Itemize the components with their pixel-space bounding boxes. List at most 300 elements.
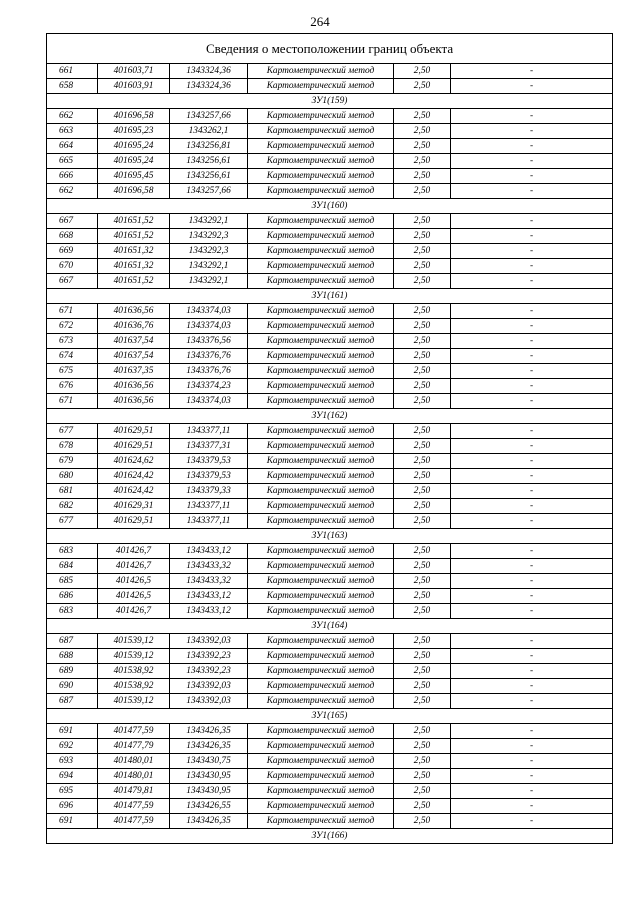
cell-point-id: 694 — [47, 769, 98, 784]
cell-accuracy: 2,50 — [394, 229, 451, 244]
cell-description: - — [451, 604, 613, 619]
cell-accuracy: 2,50 — [394, 559, 451, 574]
cell-coord-x: 401696,58 — [98, 109, 170, 124]
cell-point-id: 674 — [47, 349, 98, 364]
cell-description: - — [451, 664, 613, 679]
cell-accuracy: 2,50 — [394, 169, 451, 184]
cell-accuracy: 2,50 — [394, 319, 451, 334]
table-row — [47, 784, 613, 799]
cell-coord-x: 401637,54 — [98, 349, 170, 364]
cell-coord-y: 1343262,1 — [170, 124, 248, 139]
cell-point-id: 667 — [47, 274, 98, 289]
table-row — [47, 184, 613, 199]
cell-method: Картометрический метод — [248, 154, 394, 169]
page-number: 264 — [310, 14, 330, 29]
table-row — [47, 544, 613, 559]
cell-accuracy: 2,50 — [394, 544, 451, 559]
cell-description: - — [451, 439, 613, 454]
table-row — [47, 604, 613, 619]
cell-method: Картометрический метод — [248, 334, 394, 349]
cell-method: Картометрический метод — [248, 139, 394, 154]
cell-accuracy: 2,50 — [394, 679, 451, 694]
cell-coord-y: 1343392,23 — [170, 664, 248, 679]
table-row — [47, 454, 613, 469]
cell-accuracy: 2,50 — [394, 664, 451, 679]
table-row — [47, 79, 613, 94]
cell-coord-x: 401636,56 — [98, 304, 170, 319]
cell-coord-x: 401629,31 — [98, 499, 170, 514]
cell-description: - — [451, 214, 613, 229]
cell-coord-y: 1343324,36 — [170, 64, 248, 79]
cell-accuracy: 2,50 — [394, 649, 451, 664]
cell-point-id: 687 — [47, 694, 98, 709]
cell-method: Картометрический метод — [248, 484, 394, 499]
cell-method: Картометрический метод — [248, 664, 394, 679]
section-label: ЗУ1(161) — [47, 289, 613, 304]
cell-accuracy: 2,50 — [394, 184, 451, 199]
cell-description: - — [451, 124, 613, 139]
cell-point-id: 693 — [47, 754, 98, 769]
table-row — [47, 394, 613, 409]
cell-coord-y: 1343392,03 — [170, 679, 248, 694]
cell-description: - — [451, 229, 613, 244]
cell-method: Картометрический метод — [248, 169, 394, 184]
table-row — [47, 484, 613, 499]
cell-coord-y: 1343376,76 — [170, 364, 248, 379]
table-row — [47, 379, 613, 394]
cell-coord-y: 1343292,1 — [170, 259, 248, 274]
cell-description: - — [451, 679, 613, 694]
cell-method: Картометрический метод — [248, 694, 394, 709]
cell-accuracy: 2,50 — [394, 364, 451, 379]
cell-accuracy: 2,50 — [394, 469, 451, 484]
table-row — [47, 814, 613, 829]
section-header-row — [47, 709, 613, 724]
cell-method: Картометрический метод — [248, 574, 394, 589]
cell-description: - — [451, 799, 613, 814]
cell-coord-y: 1343379,33 — [170, 484, 248, 499]
cell-point-id: 677 — [47, 424, 98, 439]
table-row — [47, 244, 613, 259]
cell-coord-y: 1343376,76 — [170, 349, 248, 364]
table-row — [47, 439, 613, 454]
cell-point-id: 671 — [47, 394, 98, 409]
cell-coord-x: 401651,32 — [98, 244, 170, 259]
cell-coord-x: 401539,12 — [98, 649, 170, 664]
cell-method: Картометрический метод — [248, 469, 394, 484]
cell-point-id: 669 — [47, 244, 98, 259]
cell-point-id: 691 — [47, 814, 98, 829]
table-row — [47, 634, 613, 649]
cell-method: Картометрический метод — [248, 379, 394, 394]
cell-coord-x: 401651,52 — [98, 229, 170, 244]
cell-coord-x: 401539,12 — [98, 634, 170, 649]
table-row — [47, 574, 613, 589]
table-row — [47, 724, 613, 739]
table-row — [47, 739, 613, 754]
cell-coord-y: 1343379,53 — [170, 469, 248, 484]
cell-method: Картометрический метод — [248, 109, 394, 124]
cell-description: - — [451, 784, 613, 799]
section-header-row — [47, 529, 613, 544]
table-row — [47, 304, 613, 319]
cell-accuracy: 2,50 — [394, 79, 451, 94]
cell-accuracy: 2,50 — [394, 334, 451, 349]
cell-method: Картометрический метод — [248, 754, 394, 769]
cell-point-id: 658 — [47, 79, 98, 94]
cell-description: - — [451, 469, 613, 484]
cell-point-id: 670 — [47, 259, 98, 274]
cell-coord-y: 1343256,61 — [170, 169, 248, 184]
table-row — [47, 274, 613, 289]
section-label: ЗУ1(159) — [47, 94, 613, 109]
cell-coord-x: 401637,54 — [98, 334, 170, 349]
cell-accuracy: 2,50 — [394, 109, 451, 124]
cell-accuracy: 2,50 — [394, 259, 451, 274]
cell-accuracy: 2,50 — [394, 124, 451, 139]
cell-accuracy: 2,50 — [394, 604, 451, 619]
cell-coord-y: 1343426,55 — [170, 799, 248, 814]
table-row — [47, 424, 613, 439]
cell-point-id: 677 — [47, 514, 98, 529]
cell-accuracy: 2,50 — [394, 244, 451, 259]
cell-point-id: 689 — [47, 664, 98, 679]
cell-coord-y: 1343392,03 — [170, 694, 248, 709]
cell-coord-y: 1343377,31 — [170, 439, 248, 454]
cell-point-id: 681 — [47, 484, 98, 499]
section-header-row — [47, 409, 613, 424]
cell-accuracy: 2,50 — [394, 739, 451, 754]
cell-coord-y: 1343377,11 — [170, 424, 248, 439]
cell-accuracy: 2,50 — [394, 214, 451, 229]
cell-accuracy: 2,50 — [394, 304, 451, 319]
cell-description: - — [451, 154, 613, 169]
table-title-row — [47, 34, 613, 64]
cell-coord-x: 401624,42 — [98, 469, 170, 484]
table-row — [47, 589, 613, 604]
cell-coord-x: 401629,51 — [98, 514, 170, 529]
cell-method: Картометрический метод — [248, 679, 394, 694]
cell-description: - — [451, 349, 613, 364]
table-row — [47, 139, 613, 154]
section-label: ЗУ1(166) — [47, 829, 613, 844]
cell-coord-x: 401538,92 — [98, 664, 170, 679]
cell-description: - — [451, 79, 613, 94]
cell-accuracy: 2,50 — [394, 154, 451, 169]
cell-accuracy: 2,50 — [394, 139, 451, 154]
cell-point-id: 664 — [47, 139, 98, 154]
cell-method: Картометрический метод — [248, 454, 394, 469]
table-row — [47, 799, 613, 814]
cell-point-id: 683 — [47, 604, 98, 619]
cell-coord-y: 1343374,23 — [170, 379, 248, 394]
cell-accuracy: 2,50 — [394, 64, 451, 79]
cell-method: Картометрический метод — [248, 259, 394, 274]
cell-point-id: 671 — [47, 304, 98, 319]
cell-coord-x: 401651,52 — [98, 274, 170, 289]
table-row — [47, 259, 613, 274]
section-header-row — [47, 94, 613, 109]
cell-coord-y: 1343379,53 — [170, 454, 248, 469]
cell-coord-y: 1343433,12 — [170, 604, 248, 619]
cell-coord-y: 1343292,1 — [170, 214, 248, 229]
cell-coord-x: 401426,7 — [98, 559, 170, 574]
cell-coord-x: 401629,51 — [98, 439, 170, 454]
section-label: ЗУ1(162) — [47, 409, 613, 424]
cell-point-id: 665 — [47, 154, 98, 169]
cell-method: Картометрический метод — [248, 604, 394, 619]
cell-method: Картометрический метод — [248, 244, 394, 259]
cell-method: Картометрический метод — [248, 649, 394, 664]
cell-description: - — [451, 754, 613, 769]
cell-accuracy: 2,50 — [394, 379, 451, 394]
table-row — [47, 334, 613, 349]
cell-method: Картометрический метод — [248, 229, 394, 244]
cell-coord-x: 401426,5 — [98, 574, 170, 589]
cell-point-id: 661 — [47, 64, 98, 79]
cell-coord-y: 1343377,11 — [170, 499, 248, 514]
cell-coord-y: 1343430,75 — [170, 754, 248, 769]
cell-accuracy: 2,50 — [394, 799, 451, 814]
cell-coord-y: 1343257,66 — [170, 184, 248, 199]
cell-method: Картометрический метод — [248, 394, 394, 409]
cell-method: Картометрический метод — [248, 514, 394, 529]
cell-accuracy: 2,50 — [394, 499, 451, 514]
cell-point-id: 687 — [47, 634, 98, 649]
cell-method: Картометрический метод — [248, 814, 394, 829]
table-row — [47, 499, 613, 514]
cell-accuracy: 2,50 — [394, 454, 451, 469]
table-row — [47, 169, 613, 184]
cell-description: - — [451, 454, 613, 469]
cell-description: - — [451, 109, 613, 124]
cell-coord-y: 1343426,35 — [170, 724, 248, 739]
cell-method: Картометрический метод — [248, 184, 394, 199]
cell-accuracy: 2,50 — [394, 634, 451, 649]
cell-method: Картометрический метод — [248, 499, 394, 514]
cell-coord-y: 1343376,56 — [170, 334, 248, 349]
cell-accuracy: 2,50 — [394, 769, 451, 784]
cell-description: - — [451, 769, 613, 784]
cell-accuracy: 2,50 — [394, 514, 451, 529]
table-row — [47, 64, 613, 79]
cell-point-id: 696 — [47, 799, 98, 814]
cell-point-id: 666 — [47, 169, 98, 184]
cell-method: Картометрический метод — [248, 799, 394, 814]
cell-coord-y: 1343256,81 — [170, 139, 248, 154]
cell-point-id: 684 — [47, 559, 98, 574]
cell-point-id: 662 — [47, 109, 98, 124]
cell-description: - — [451, 634, 613, 649]
cell-coord-x: 401636,56 — [98, 379, 170, 394]
cell-method: Картометрический метод — [248, 304, 394, 319]
cell-coord-y: 1343430,95 — [170, 769, 248, 784]
cell-method: Картометрический метод — [248, 439, 394, 454]
cell-point-id: 667 — [47, 214, 98, 229]
cell-coord-x: 401624,42 — [98, 484, 170, 499]
cell-coord-x: 401477,79 — [98, 739, 170, 754]
cell-method: Картометрический метод — [248, 559, 394, 574]
boundary-coordinates-table — [46, 33, 613, 844]
cell-description: - — [451, 559, 613, 574]
cell-coord-x: 401629,51 — [98, 424, 170, 439]
cell-point-id: 688 — [47, 649, 98, 664]
cell-point-id: 662 — [47, 184, 98, 199]
cell-method: Картометрический метод — [248, 544, 394, 559]
section-header-row — [47, 619, 613, 634]
cell-description: - — [451, 514, 613, 529]
cell-description: - — [451, 739, 613, 754]
section-label: ЗУ1(164) — [47, 619, 613, 634]
cell-accuracy: 2,50 — [394, 484, 451, 499]
cell-coord-y: 1343433,12 — [170, 544, 248, 559]
section-header-row — [47, 199, 613, 214]
section-label: ЗУ1(163) — [47, 529, 613, 544]
cell-accuracy: 2,50 — [394, 349, 451, 364]
cell-method: Картометрический метод — [248, 724, 394, 739]
cell-description: - — [451, 574, 613, 589]
cell-description: - — [451, 394, 613, 409]
cell-coord-y: 1343433,32 — [170, 559, 248, 574]
table-row — [47, 214, 613, 229]
table-row — [47, 124, 613, 139]
cell-coord-y: 1343426,35 — [170, 739, 248, 754]
cell-description: - — [451, 379, 613, 394]
cell-method: Картометрический метод — [248, 79, 394, 94]
cell-coord-y: 1343374,03 — [170, 304, 248, 319]
table-row — [47, 154, 613, 169]
cell-point-id: 692 — [47, 739, 98, 754]
cell-coord-y: 1343433,12 — [170, 589, 248, 604]
cell-description: - — [451, 724, 613, 739]
cell-coord-x: 401695,23 — [98, 124, 170, 139]
cell-method: Картометрический метод — [248, 274, 394, 289]
cell-method: Картометрический метод — [248, 739, 394, 754]
cell-coord-x: 401480,01 — [98, 754, 170, 769]
cell-description: - — [451, 334, 613, 349]
cell-coord-x: 401624,62 — [98, 454, 170, 469]
cell-description: - — [451, 259, 613, 274]
cell-coord-y: 1343292,1 — [170, 274, 248, 289]
cell-point-id: 673 — [47, 334, 98, 349]
cell-point-id: 678 — [47, 439, 98, 454]
cell-description: - — [451, 64, 613, 79]
cell-coord-x: 401636,56 — [98, 394, 170, 409]
cell-coord-y: 1343430,95 — [170, 784, 248, 799]
cell-description: - — [451, 364, 613, 379]
cell-accuracy: 2,50 — [394, 724, 451, 739]
cell-accuracy: 2,50 — [394, 784, 451, 799]
cell-coord-x: 401695,24 — [98, 154, 170, 169]
cell-accuracy: 2,50 — [394, 814, 451, 829]
cell-coord-y: 1343256,61 — [170, 154, 248, 169]
cell-description: - — [451, 694, 613, 709]
cell-description: - — [451, 589, 613, 604]
cell-coord-x: 401479,81 — [98, 784, 170, 799]
section-label: ЗУ1(165) — [47, 709, 613, 724]
cell-description: - — [451, 169, 613, 184]
table-row — [47, 364, 613, 379]
cell-coord-x: 401636,76 — [98, 319, 170, 334]
cell-coord-x: 401426,7 — [98, 544, 170, 559]
cell-description: - — [451, 139, 613, 154]
cell-description: - — [451, 499, 613, 514]
cell-point-id: 675 — [47, 364, 98, 379]
cell-point-id: 695 — [47, 784, 98, 799]
table-row — [47, 514, 613, 529]
cell-point-id: 690 — [47, 679, 98, 694]
cell-description: - — [451, 544, 613, 559]
cell-coord-y: 1343257,66 — [170, 109, 248, 124]
cell-description: - — [451, 184, 613, 199]
cell-accuracy: 2,50 — [394, 274, 451, 289]
cell-coord-x: 401695,45 — [98, 169, 170, 184]
cell-description: - — [451, 304, 613, 319]
cell-point-id: 672 — [47, 319, 98, 334]
cell-coord-y: 1343374,03 — [170, 319, 248, 334]
cell-method: Картометрический метод — [248, 634, 394, 649]
cell-accuracy: 2,50 — [394, 424, 451, 439]
cell-description: - — [451, 424, 613, 439]
cell-method: Картометрический метод — [248, 769, 394, 784]
cell-method: Картометрический метод — [248, 784, 394, 799]
cell-method: Картометрический метод — [248, 319, 394, 334]
cell-accuracy: 2,50 — [394, 439, 451, 454]
section-header-row — [47, 289, 613, 304]
cell-coord-y: 1343292,3 — [170, 229, 248, 244]
cell-coord-y: 1343377,11 — [170, 514, 248, 529]
table-row — [47, 469, 613, 484]
cell-coord-x: 401651,32 — [98, 259, 170, 274]
cell-coord-x: 401426,7 — [98, 604, 170, 619]
cell-method: Картометрический метод — [248, 214, 394, 229]
cell-description: - — [451, 319, 613, 334]
table-row — [47, 769, 613, 784]
cell-accuracy: 2,50 — [394, 589, 451, 604]
cell-coord-y: 1343292,3 — [170, 244, 248, 259]
table-row — [47, 319, 613, 334]
cell-coord-x: 401603,71 — [98, 64, 170, 79]
table-row — [47, 229, 613, 244]
cell-description: - — [451, 274, 613, 289]
cell-coord-y: 1343324,36 — [170, 79, 248, 94]
table-row — [47, 664, 613, 679]
cell-point-id: 682 — [47, 499, 98, 514]
cell-description: - — [451, 649, 613, 664]
cell-description: - — [451, 814, 613, 829]
cell-coord-x: 401480,01 — [98, 769, 170, 784]
cell-coord-x: 401477,59 — [98, 799, 170, 814]
cell-coord-y: 1343426,35 — [170, 814, 248, 829]
cell-coord-y: 1343392,23 — [170, 649, 248, 664]
table-row — [47, 694, 613, 709]
cell-method: Картометрический метод — [248, 349, 394, 364]
cell-coord-y: 1343433,32 — [170, 574, 248, 589]
table-row — [47, 349, 613, 364]
cell-method: Картометрический метод — [248, 64, 394, 79]
cell-description: - — [451, 484, 613, 499]
cell-method: Картометрический метод — [248, 364, 394, 379]
cell-accuracy: 2,50 — [394, 574, 451, 589]
cell-point-id: 663 — [47, 124, 98, 139]
cell-point-id: 676 — [47, 379, 98, 394]
cell-coord-x: 401637,35 — [98, 364, 170, 379]
cell-method: Картометрический метод — [248, 589, 394, 604]
cell-accuracy: 2,50 — [394, 754, 451, 769]
table-row — [47, 559, 613, 574]
cell-description: - — [451, 244, 613, 259]
table-row — [47, 679, 613, 694]
